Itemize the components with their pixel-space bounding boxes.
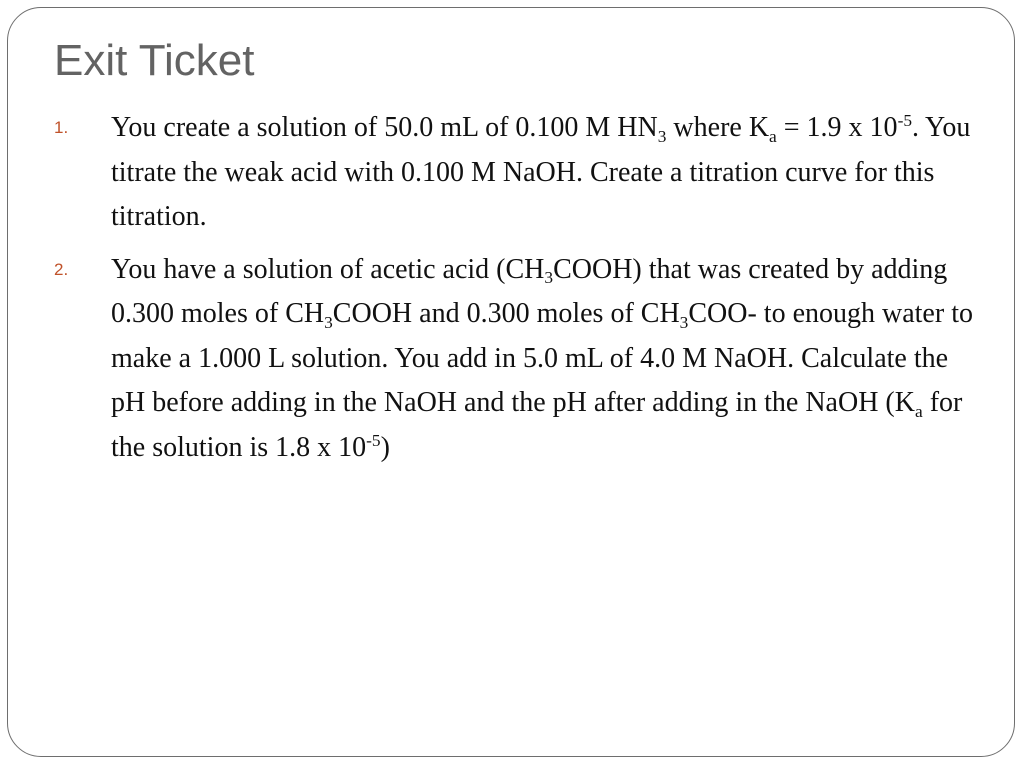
- subscript: 3: [324, 312, 333, 332]
- text-run: COOH) that was created by adding 0.300 moles of CH: [111, 253, 948, 329]
- question-text: [111, 248, 984, 471]
- text-run: where K: [666, 112, 770, 143]
- question-list: [54, 106, 984, 478]
- superscript: -5: [897, 111, 913, 131]
- question-text: [111, 106, 984, 240]
- text-run: . You titrate the weak acid with 0.100 M NaOH. Create a titration curve for this titration.: [111, 112, 971, 232]
- question-item-2: [54, 248, 984, 471]
- text-run: = 1.9 x 10: [776, 112, 898, 143]
- text-run: COOH and 0.300 moles of CH: [332, 298, 680, 329]
- subscript: 3: [657, 126, 667, 146]
- text-run: You have a solution of acetic acid (CH: [111, 253, 545, 285]
- question-number: 1.: [54, 118, 69, 137]
- subscript: 3: [544, 268, 554, 288]
- text-run: COO- to enough water to make a 1.000 L solution. You add in 5.0 mL of 4.0 M NaOH. Calculate the pH before adding in the NaOH and the pH after adding in the NaOH (K: [111, 298, 973, 418]
- text-run: You create a solution of 50.0 mL of 0.100 M HN: [111, 112, 658, 143]
- text-run: for the solution is 1.8 x 10: [111, 387, 963, 463]
- text-run: ): [380, 431, 390, 463]
- subscript: a: [914, 401, 923, 421]
- question-item-1: [54, 106, 984, 240]
- question-number: 2.: [54, 259, 69, 279]
- superscript: -5: [366, 430, 381, 450]
- subscript: a: [769, 126, 777, 146]
- subscript: 3: [679, 312, 689, 332]
- slide-title: Exit Ticket: [54, 36, 255, 85]
- slide-frame: [7, 7, 1015, 757]
